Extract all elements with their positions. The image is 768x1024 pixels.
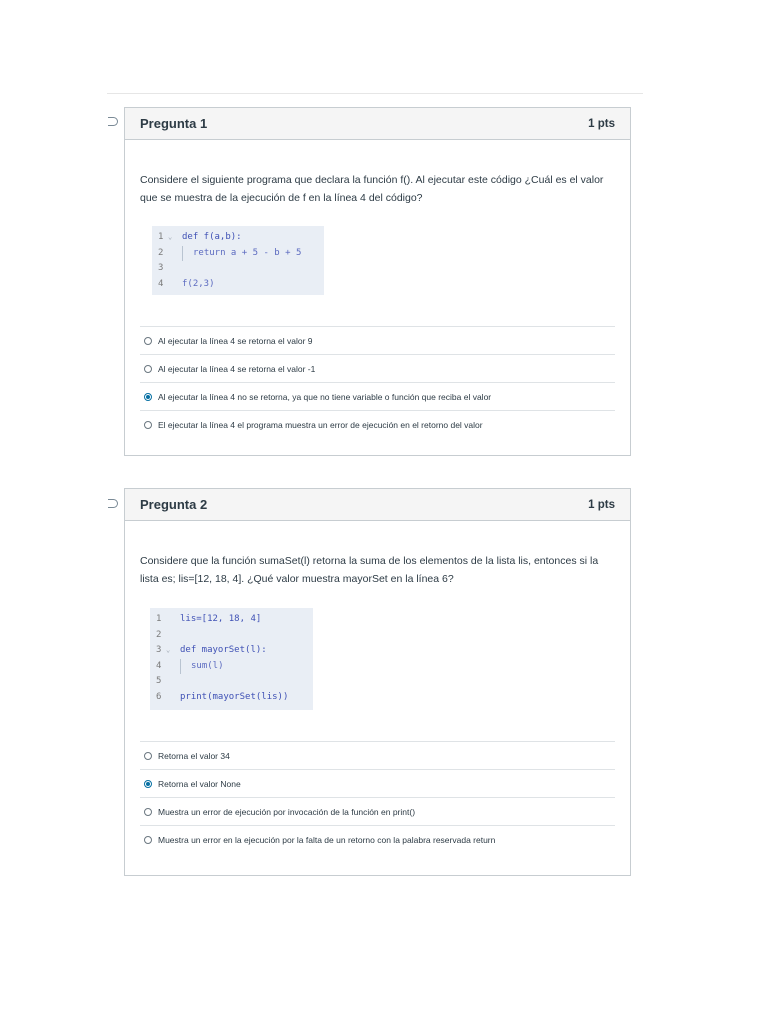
- answer-label: El ejecutar la línea 4 el programa muestra un error de ejecución en el retorno del valor: [158, 420, 483, 430]
- line-number: 3: [158, 263, 164, 273]
- top-divider: [107, 93, 643, 94]
- code-line: [156, 659, 305, 675]
- code-line: [158, 246, 316, 262]
- answer-option[interactable]: [140, 798, 615, 826]
- code-text: return a + 5 - b + 5: [193, 247, 302, 258]
- question-body: [125, 171, 630, 439]
- answer-label: Retorna el valor None: [158, 778, 241, 789]
- fold-chevron-icon[interactable]: ⌄: [166, 646, 171, 654]
- line-number: 2: [156, 629, 162, 640]
- question-1: [124, 107, 631, 456]
- radio-icon[interactable]: [144, 393, 152, 401]
- radio-icon[interactable]: [144, 836, 152, 844]
- line-number: 6: [156, 691, 162, 702]
- question-2: [124, 488, 631, 876]
- code-line: [158, 277, 316, 293]
- fold-chevron-icon[interactable]: ⌄: [168, 233, 173, 241]
- bookmark-flag-icon[interactable]: [108, 499, 118, 508]
- question-header: [125, 489, 630, 521]
- answer-label: Muestra un error de ejecución por invocación de la función en print(): [158, 806, 416, 817]
- code-line: [158, 230, 316, 246]
- indent-guide: [180, 659, 181, 675]
- answer-option[interactable]: [140, 383, 615, 411]
- answer-option[interactable]: [140, 742, 615, 770]
- code-line: [156, 628, 305, 644]
- question-text: Considere que la función sumaSet(l) retorna la suma de los elementos de la lista lis, entonces si la lista es; lis=[12, 18, 4]. ¿Qué valor muestra mayorSet en la línea 6?: [140, 555, 599, 585]
- indent-guide: [182, 246, 183, 262]
- line-number: 1: [156, 614, 162, 624]
- answer-label: Muestra un error en la ejecución por la falta de un retorno con la palabra reservada return: [158, 835, 496, 845]
- code-text: sum(l): [191, 660, 224, 671]
- question-header: [125, 108, 630, 140]
- radio-icon[interactable]: [144, 337, 152, 345]
- answer-list: [140, 326, 615, 439]
- answer-option[interactable]: [140, 770, 615, 798]
- radio-icon[interactable]: [144, 808, 152, 816]
- radio-icon[interactable]: [144, 752, 152, 760]
- line-number: 3: [156, 645, 162, 655]
- answer-label: Al ejecutar la línea 4 se retorna el valor -1: [158, 363, 316, 374]
- question-text: Considere el siguiente programa que declara la función f(). Al ejecutar este código ¿Cuál es el valor que se muestra de la ejecución de f en la línea 4 del código?: [140, 174, 604, 204]
- answer-option[interactable]: [140, 826, 615, 854]
- code-text: def mayorSet(l):: [180, 645, 267, 655]
- question-points: 1 pts: [588, 117, 615, 130]
- code-line: [156, 674, 305, 690]
- code-block: [152, 226, 324, 295]
- question-points: 1 pts: [588, 498, 615, 511]
- radio-icon[interactable]: [144, 421, 152, 429]
- line-number: 2: [158, 247, 164, 258]
- line-number: 4: [156, 660, 162, 671]
- code-text: lis=[12, 18, 4]: [180, 614, 262, 624]
- answer-option[interactable]: [140, 355, 615, 383]
- code-text: f(2,3): [182, 278, 215, 289]
- bookmark-flag-icon[interactable]: [108, 117, 118, 126]
- question-title: Pregunta 1: [140, 116, 208, 131]
- answer-option[interactable]: [140, 327, 615, 355]
- code-block: [150, 608, 313, 710]
- answer-option[interactable]: [140, 411, 615, 439]
- code-line: [156, 643, 305, 659]
- code-text: print(mayorSet(lis)): [180, 691, 289, 702]
- line-number: 1: [158, 232, 164, 242]
- question-body: [125, 552, 630, 854]
- code-line: [158, 261, 316, 277]
- question-title: Pregunta 2: [140, 497, 208, 512]
- code-text: def f(a,b):: [182, 232, 242, 242]
- code-line: [156, 690, 305, 706]
- answer-label: Al ejecutar la línea 4 no se retorna, ya que no tiene variable o función que reciba el valor: [158, 391, 492, 402]
- answer-label: Al ejecutar la línea 4 se retorna el valor 9: [158, 335, 313, 346]
- answer-label: Retorna el valor 34: [158, 750, 230, 761]
- radio-icon[interactable]: [144, 780, 152, 788]
- line-number: 5: [156, 676, 162, 686]
- radio-icon[interactable]: [144, 365, 152, 373]
- line-number: 4: [158, 278, 164, 289]
- answer-list: [140, 741, 615, 854]
- code-line: [156, 612, 305, 628]
